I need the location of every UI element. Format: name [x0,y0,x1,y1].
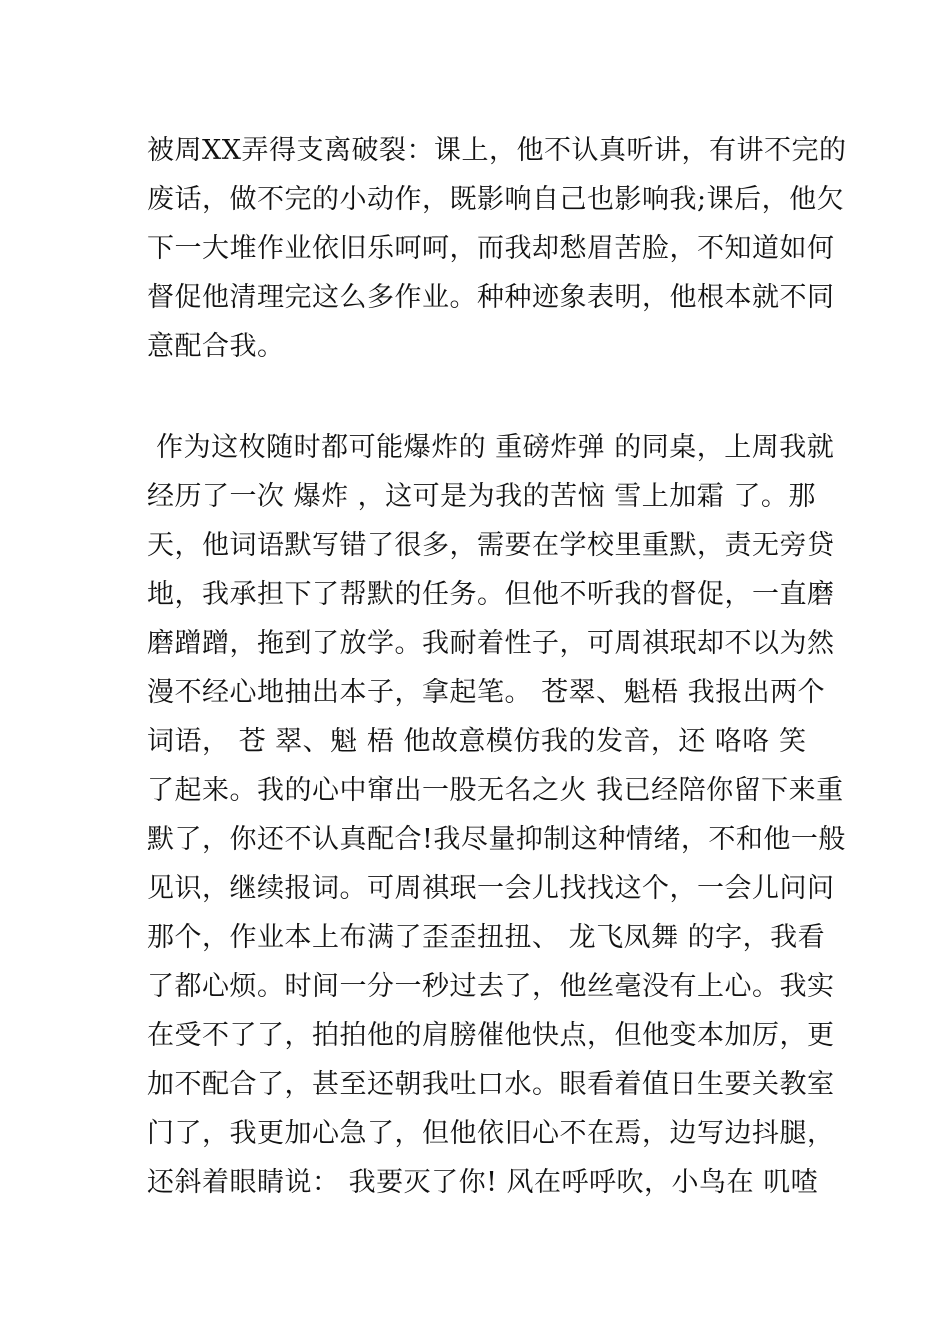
text-line: 门了，我更加心急了，但他依旧心不在焉，边写边抖腿， [147,1118,835,1149]
text-line: 作为这枚随时都可能爆炸的 重磅炸弹 的同桌，上周我就 [147,432,835,463]
text-line: 还斜着眼睛说： 我要灭了你! 风在呼呼吹，小鸟在 叽喳 [147,1167,819,1198]
text-line: 词语， 苍 翠、魁 梧 他故意模仿我的发音，还 咯咯 笑 [147,726,807,757]
text-line: 废话，做不完的小动作，既影响自己也影响我;课后，他欠 [147,184,845,215]
text-line: 下一大堆作业依旧乐呵呵，而我却愁眉苦脸，不知道如何 [147,233,835,264]
text-line: 经历了一次 爆炸 ，这可是为我的苦恼 雪上加霜 了。那 [147,481,816,512]
text-line: 地，我承担下了帮默的任务。但他不听我的督促，一直磨 [147,579,835,610]
text-line: 加不配合了，甚至还朝我吐口水。眼看着值日生要关教室 [147,1069,835,1100]
text-line: 被周XX弄得支离破裂：课上，他不认真听讲，有讲不完的 [147,135,847,166]
text-line: 天，他词语默写错了很多，需要在学校里重默，责无旁贷 [147,530,835,561]
text-line: 督促他清理完这么多作业。种种迹象表明，他根本就不同 [147,282,835,313]
text-line: 了都心烦。时间一分一秒过去了，他丝毫没有上心。我实 [147,971,835,1002]
text-line: 磨蹭蹭，拖到了放学。我耐着性子，可周祺珉却不以为然 [147,628,835,659]
text-line: 漫不经心地抽出本子，拿起笔。 苍翠、魁梧 我报出两个 [147,677,826,708]
text-line: 默了，你还不认真配合!我尽量抑制这种情绪，不和他一般 [147,824,846,855]
text-line: 见识，继续报词。可周祺珉一会儿找找这个，一会儿问问 [147,873,835,904]
text-line: 那个，作业本上布满了歪歪扭扭、 龙飞凤舞 的字，我看 [147,922,826,953]
text-line: 意配合我。 [147,331,285,362]
text-line: 在受不了了，拍拍他的肩膀催他快点，但他变本加厉，更 [147,1020,835,1051]
text-line: 了起来。我的心中窜出一股无名之火 我已经陪你留下来重 [147,775,844,806]
